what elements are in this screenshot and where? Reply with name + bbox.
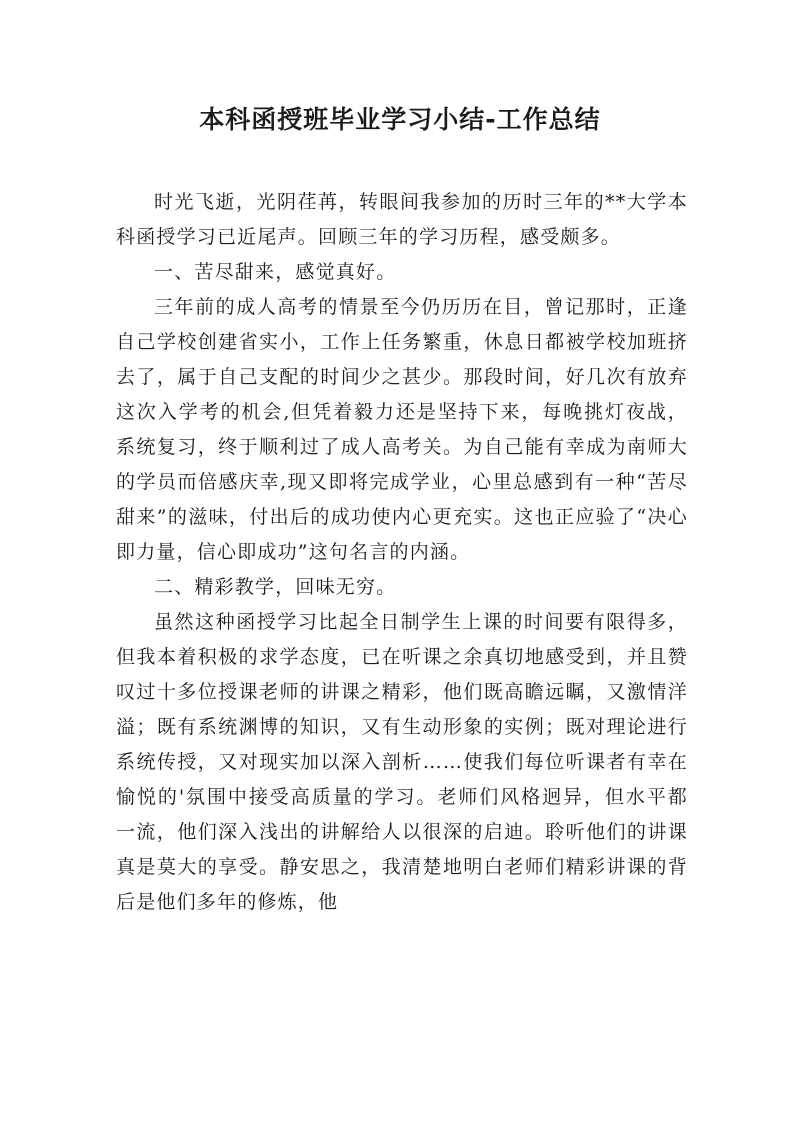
paragraph-section-2: 虽然这种函授学习比起全日制学生上课的时间要有限得多，但我本着积极的求学态度，已在听课之余真切地感受到，并且赞叹过十多位授课老师的讲课之精彩，他们既高瞻远瞩，又激情洋溢；既有系统渊博的知识，又有生动形象的实例；既对理论进行系统传授，又对现实加以深入剖析……使我们每位听课者有幸在愉悦的'氛围中接受高质量的学习。老师们风格迥异，但水平都一流，他们深入浅出的讲解给人以很深的启迪。聆听他们的讲课真是莫大的享受。静安思之，我清楚地明白老师们精彩讲课的背后是他们多年的修炼，他: [116, 611, 688, 913]
document-body: [116, 185, 688, 920]
section-heading-1: 一、苦尽甜来，感觉真好。: [154, 261, 397, 283]
section-heading-2: 二、精彩教学，回味无穷。: [154, 576, 397, 598]
paragraph-intro: 时光飞逝，光阴荏苒，转眼间我参加的历时三年的**大学本科函授学习已近尾声。回顾三年的学习历程，感受颇多。: [116, 191, 688, 248]
document-title: 本科函授班毕业学习小结-工作总结: [199, 105, 601, 134]
paragraph-section-1: 三年前的成人高考的情景至今仍历历在目，曾记那时，正逢自己学校创建省实小，工作上任务繁重，休息日都被学校加班挤去了，属于自己支配的时间少之甚少。那段时间，好几次有放弃这次入学考的机会,但凭着毅力还是坚持下来，每晚挑灯夜战，系统复习，终于顺利过了成人高考关。为自己能有幸成为南师大的学员而倍感庆幸,现又即将完成学业，心里总感到有一种“苦尽甜来”的滋味，付出后的成功使内心更充实。这也正应验了“决心即力量，信心即成功”这句名言的内涵。: [116, 296, 688, 563]
